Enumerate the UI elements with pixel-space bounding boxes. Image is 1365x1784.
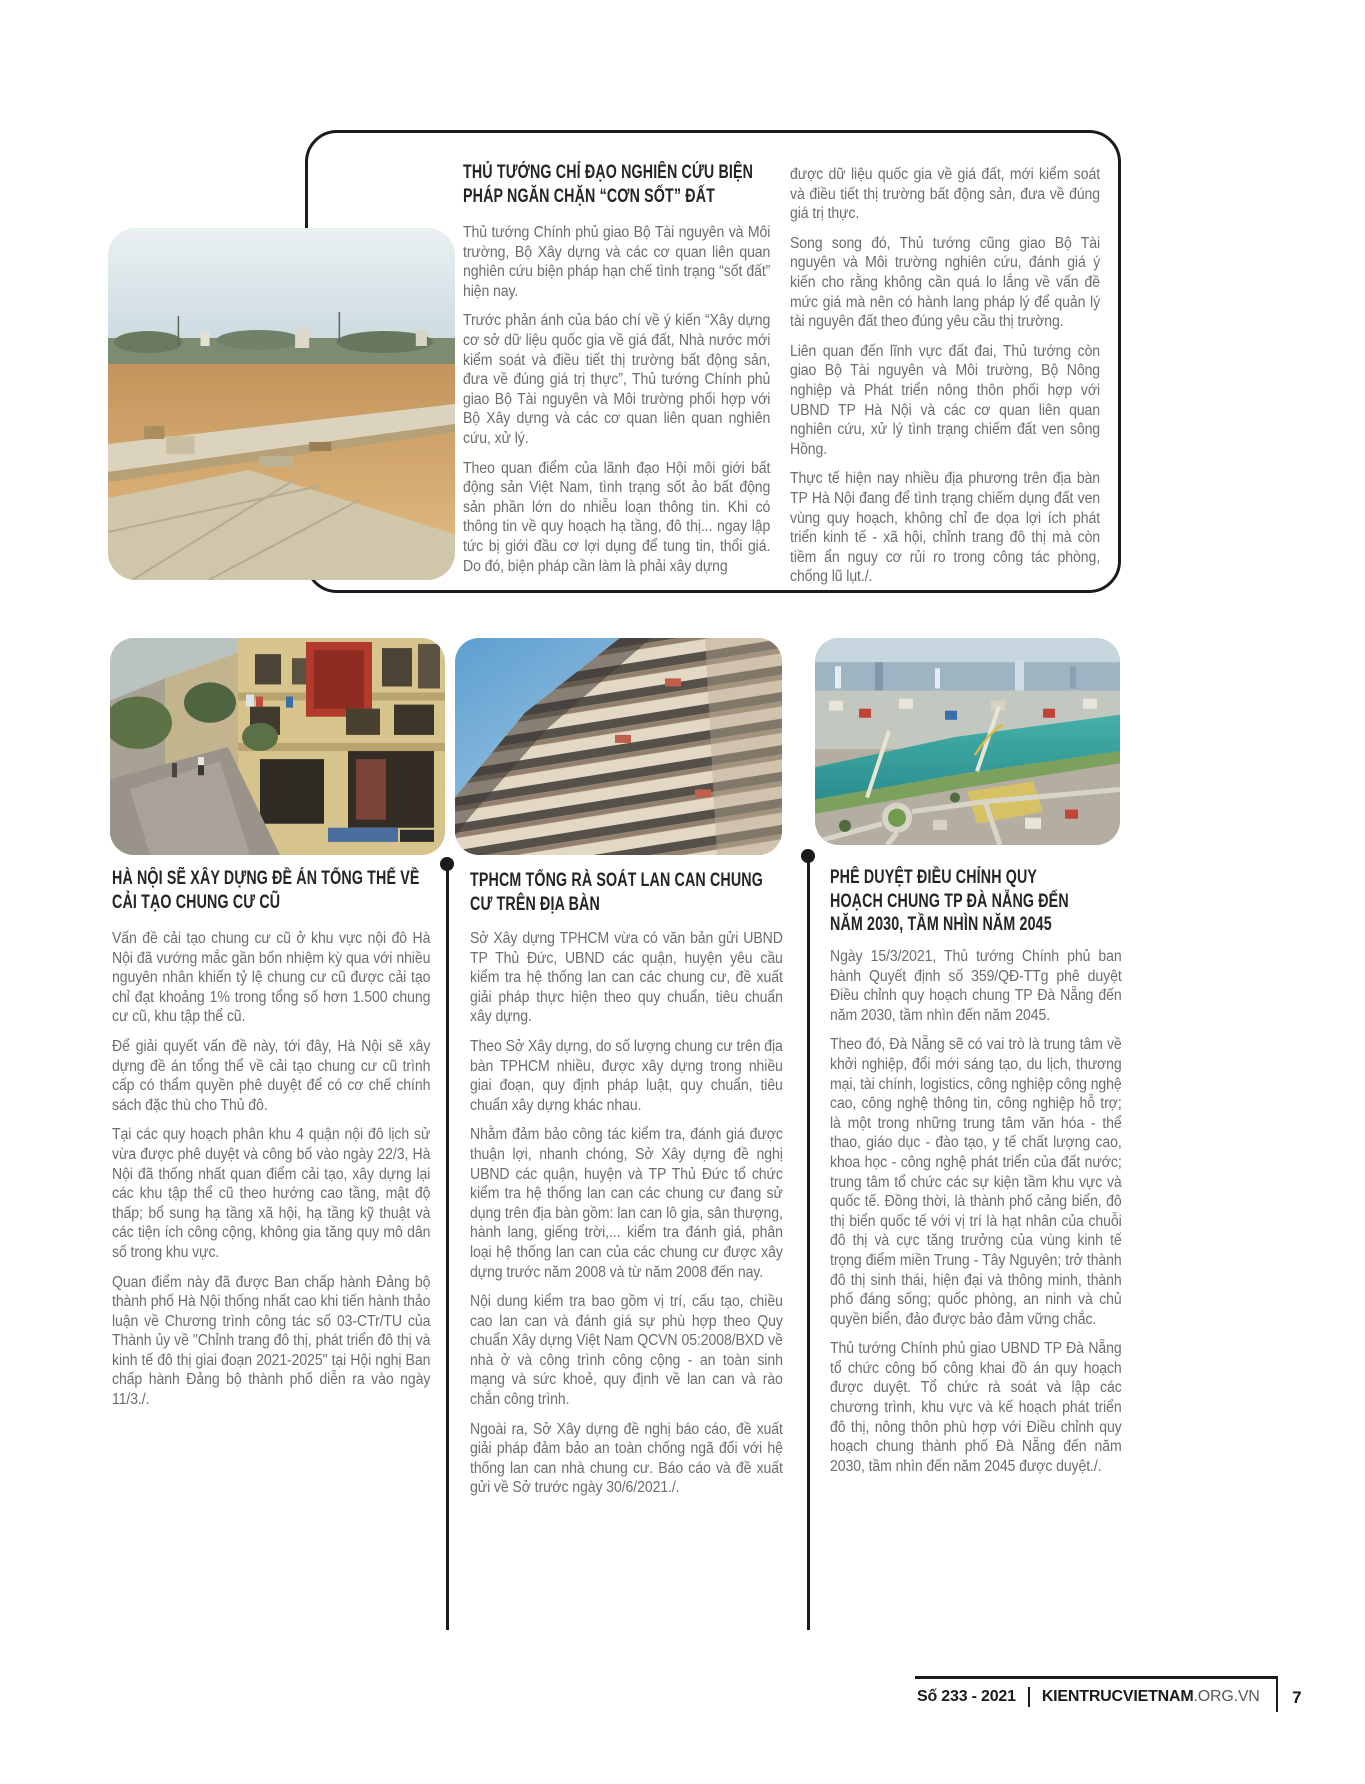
paragraph: Tại các quy hoạch phân khu 4 quận nội đô lịch sử vừa được phê duyệt và công bố vào ngày 22/3, Hà Nội đã thống nhất quan điểm cải tạo, xây dựng lại các khu tập thể cũ theo hướng cao tầng, mật độ thấp; bổ sung hạ tầng xã hội, hạ tầng kỹ thuật và các tiện ích công cộng, không gia tăng quy mô dân số trong khu vực. [112,1126,431,1261]
construction-site-photo [108,228,455,580]
article-tphcm-title [470,869,763,916]
issue-number: Số 233 - 2021 [917,1687,1016,1705]
paragraph: Thực tế hiện nay nhiều địa phương trên địa bàn TP Hà Nội đang để tình trạng chiếm dụng đất ven vùng quy hoạch, không chỉ đe dọa lợi ích phát triển kinh tế - xã hội, chỉnh trang đô thị mà còn tiềm ẩn nguy cơ rủi ro trong công tác phòng, chống lũ lụt./. [790,470,1101,586]
title-line: HOẠCH CHUNG TP ĐÀ NẴNG ĐẾN [830,890,1069,912]
danang-aerial-photo [815,638,1120,845]
title-line: PHÊ DUYỆT ĐIỀU CHỈNH QUY [830,867,1038,888]
column-divider-line [446,864,449,1630]
paragraph: Ngày 15/3/2021, Thủ tướng Chính phủ ban hành Quyết định số 359/QĐ-TTg phê duyệt Điều chỉnh quy hoạch chung TP Đà Nẵng đến năm 2030, tầm nhìn đến năm 2045. [830,948,1122,1024]
article-hanoi-body [112,929,430,1420]
paragraph: Thủ tướng Chính phủ giao Bộ Tài nguyên và Môi trường, Bộ Xây dựng và các cơ quan liên quan nghiên cứu biện pháp hạn chế tình trạng “sốt đất” hiện nay. [463,224,771,300]
paragraph: Theo Sở Xây dựng, do số lượng chung cư trên địa bàn TPHCM nhiều, được xây dựng trong nhiều giai đoạn, quy định pháp luật, quy chuẩn, tiêu chuẩn xây dựng khác nhau. [470,1037,783,1114]
old-apartments-image [110,638,445,855]
footer-rule [915,1676,1276,1712]
page-footer [915,1676,1302,1712]
paragraph: Nhằm đảm bảo công tác kiểm tra, đánh giá được thuận lợi, nhanh chóng, Sở Xây dựng đề nghị UBND các quận, huyện và TP Thủ Đức tổ chức kiểm tra hệ thống lan can các chung cư đang sử dụng trên địa bàn gồm: lan can lô gia, sân thượng, hành lang, giếng trời,... kiểm tra đánh giá, phân loại hệ thống lan can của các chung cư được xây dựng trước năm 2008 và từ năm 2008 đến nay. [470,1126,783,1281]
paragraph: Theo đó, Đà Nẵng sẽ có vai trò là trung tâm về khởi nghiệp, đổi mới sáng tạo, du lịch, thương mại, tài chính, logistics, công nghiệp công nghệ cao, công nghệ thông tin, công nghiệp hỗ trợ; là một trong những trung tâm văn hóa - thể thao, giáo dục - đào tạo, y tế chất lượng cao, khoa học - công nghệ phát triển của đất nước; trung tâm tổ chức các sự kiện tầm khu vực và quốc tế. Đồng thời, là thành phố cảng biển, đô thị biển quốc tế với vị trí là hạt nhân của chuỗi đô thị và cực tăng trưởng của vùng kinh tế trọng điểm miền Trung - Tây Nguyên; trở thành đô thị sinh thái, hiện đại và thông minh, thành phố đáng sống; quốc phòng, an ninh và chủ quyền biển, đảo được bảo đảm vững chắc. [830,1036,1122,1328]
lead-article-column-2 [790,165,1100,597]
danang-aerial-image [815,638,1120,845]
paragraph: Nội dung kiểm tra bao gồm vị trí, cấu tạo, chiều cao lan can và đánh giá sự phù hợp theo Quy chuẩn Xây dựng Việt Nam QCVN 05:2008/BXD về nhà ở và công trình công cộng - an toàn sinh mạng và sức khoẻ, quy định về lan can và rào chắn công trình. [470,1293,783,1409]
title-line: NĂM 2030, TẦM NHÌN NĂM 2045 [830,914,1052,935]
paragraph: Vấn đề cải tạo chung cư cũ ở khu vực nội đô Hà Nội đã vướng mắc gần bốn nhiệm kỳ qua với nhiều nguyên nhân khiến tỷ lệ chung cư cũ được cải tạo chỉ đạt khoảng 1% trong tổng số hơn 1.500 chung cư cũ, khu tập thể cũ. [112,930,431,1026]
paragraph: Quan điểm này đã được Ban chấp hành Đảng bộ thành phố Hà Nội thống nhất cao khi tiến hành thảo luận về Chương trình công tác số 03-CTr/TU của Thành ủy về "Chỉnh trang đô thị, phát triển đô thị và kinh tế đô thị giai đoạn 2021-2025" tại Hội nghị Ban chấp hành Đảng bộ thành phố diễn ra vào ngày 11/3./. [112,1273,431,1409]
article-hanoi-title [112,867,420,914]
title-line: THỦ TƯỚNG CHỈ ĐẠO NGHIÊN CỨU BIỆN [463,162,754,183]
paragraph: Để giải quyết vấn đề này, tới đây, Hà Nội sẽ xây dựng đề án tổng thể về cải tạo chung cư cũ trình cấp có thẩm quyền phê duyệt để có cơ chế chính sách đặc thù cho Thủ đô. [112,1037,431,1114]
paragraph: Thủ tướng Chính phủ giao UBND TP Đà Nẵng tổ chức công bố công khai đồ án quy hoạch được duyệt. Tổ chức rà soát và lập các chương trình, khu vực và kế hoạch phát triển đô thị, nông thôn phù hợp với Điều chỉnh quy hoạch chung thành phố Đà Nẵng đến năm 2030, tầm nhìn đến năm 2045 được duyệt./. [830,1340,1122,1475]
paragraph: Trước phản ánh của báo chí về ý kiến “Xây dựng cơ sở dữ liệu quốc gia về giá đất, Nhà nước mới kiểm soát và điều tiết thị trường bất động sản, đưa về đúng giá trị thực”, Thủ tướng Chính phủ giao Bộ Tài nguyên và Môi trường phối hợp với Bộ Xây dựng và các cơ quan liên quan nghiên cứu, xử lý. [463,312,771,447]
site-name [1042,1688,1260,1706]
construction-site-image [108,228,455,580]
paragraph: được dữ liệu quốc gia về giá đất, mới kiểm soát và điều tiết thị trường bất động sản, đưa về đúng giá trị thực. [790,166,1101,223]
footer-divider-bar [1028,1687,1030,1707]
title-line: CẢI TẠO CHUNG CƯ CŨ [112,891,281,913]
site-name-bold: KIENTRUCVIETNAM [1041,1687,1194,1705]
title-line: CƯ TRÊN ĐỊA BÀN [470,893,600,915]
site-name-domain: .ORG.VN [1193,1687,1260,1705]
paragraph: Liên quan đến lĩnh vực đất đai, Thủ tướng còn giao Bộ Tài nguyên và Môi trường, Bộ Nông nghiệp và Phát triển nông thôn phối hợp với UBND TP Hà Nội và các cơ quan liên quan nghiên cứu, xử lý tình trạng chiếm đất ven sông Hồng. [790,342,1101,458]
title-line: TPHCM TỔNG RÀ SOÁT LAN CAN CHUNG [470,870,763,891]
highrise-facade-photo [455,638,782,855]
old-apartments-photo [110,638,445,855]
paragraph: Song song đó, Thủ tướng cũng giao Bộ Tài nguyên và Môi trường nghiên cứu, đánh giá ý kiến cho rằng không cần quá lo lắng về vấn đề mức giá mà nên có hành lang pháp lý để quản lý tài nguyên đất theo đúng yêu cầu thị trường. [790,234,1101,331]
paragraph: Sở Xây dựng TPHCM vừa có văn bản gửi UBND TP Thủ Đức, UBND các quận, huyện yêu cầu kiểm tra hệ thống lan can các chung cư, đề xuất giải pháp thực hiện theo quy chuẩn, tiêu chuẩn xây dựng. [470,930,783,1026]
article-tphcm-body [470,929,783,1508]
page-number: 7 [1292,1688,1302,1707]
lead-article-title [463,161,753,208]
column-divider-line [807,856,810,1630]
paragraph: Theo quan điểm của lãnh đạo Hội môi giới bất động sản Việt Nam, tình trạng sốt ảo bất động sản phần lớn do nhiễu loạn thông tin. Khi có thông tin về quy hoạch hạ tầng, đô thị... ngay lập tức bị giới đầu cơ lợi dụng để tung tin, thổi giá. Do đó, biện pháp cần làm là phải xây dựng [463,459,771,575]
article-danang-body [830,947,1122,1486]
article-danang-title [830,866,1069,937]
title-line: HÀ NỘI SẼ XÂY DỰNG ĐỀ ÁN TỔNG THỂ VỀ [112,868,420,889]
title-line: PHÁP NGĂN CHẶN “CƠN SỐT” ĐẤT [463,185,716,207]
paragraph: Ngoài ra, Sở Xây dựng đề nghị báo cáo, đề xuất giải pháp đảm bảo an toàn chống ngã đối với hệ thống lan can nhà chung cư. Báo cáo và đề xuất gửi về Sở trước ngày 30/6/2021./. [470,1420,783,1497]
highrise-facade-image [455,638,782,855]
lead-article-column-1 [463,223,770,586]
